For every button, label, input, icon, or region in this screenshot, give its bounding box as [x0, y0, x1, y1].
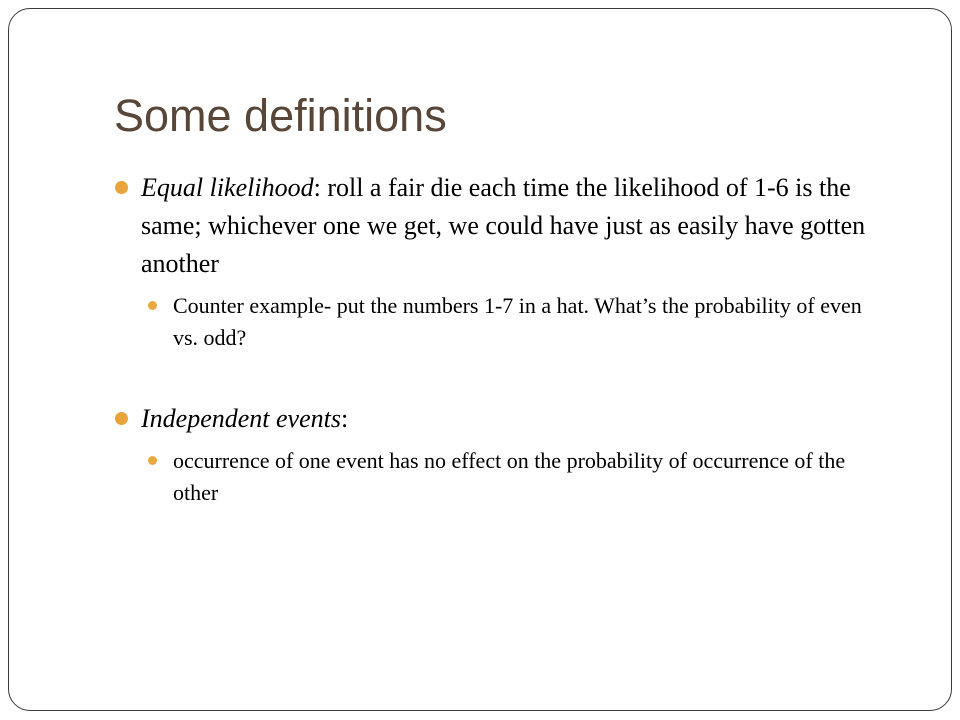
bullet-equal-likelihood	[114, 169, 884, 283]
bullet-term: Equal likelihood	[141, 173, 314, 202]
slide-body	[114, 169, 884, 509]
bullet-dot-icon	[115, 181, 128, 194]
bullet-term: Independent events	[141, 404, 341, 433]
sub-bullet-dot-icon	[148, 301, 157, 310]
spacer	[114, 354, 884, 400]
sub-bullet-independent-definition	[146, 445, 884, 509]
sub-bullet-dot-icon	[148, 456, 157, 465]
sub-bullet-counter-example	[146, 290, 884, 354]
bullet-dot-icon	[115, 412, 128, 425]
sub-bullet-text: Counter example- put the numbers 1-7 in a hat. What’s the probability of even vs. odd?	[173, 293, 862, 350]
bullet-text: :	[340, 404, 349, 433]
sub-bullet-text: occurrence of one event has no effect on the probability of occurrence of the other	[173, 448, 846, 505]
bullet-text: : roll a fair die each time the likelihood of 1-6 is the same; whichever one we get, we could have just as easily have gotten another	[141, 173, 866, 278]
slide-title: Some definitions	[114, 90, 447, 141]
bullet-independent-events	[114, 400, 884, 438]
slide-frame	[8, 8, 952, 711]
